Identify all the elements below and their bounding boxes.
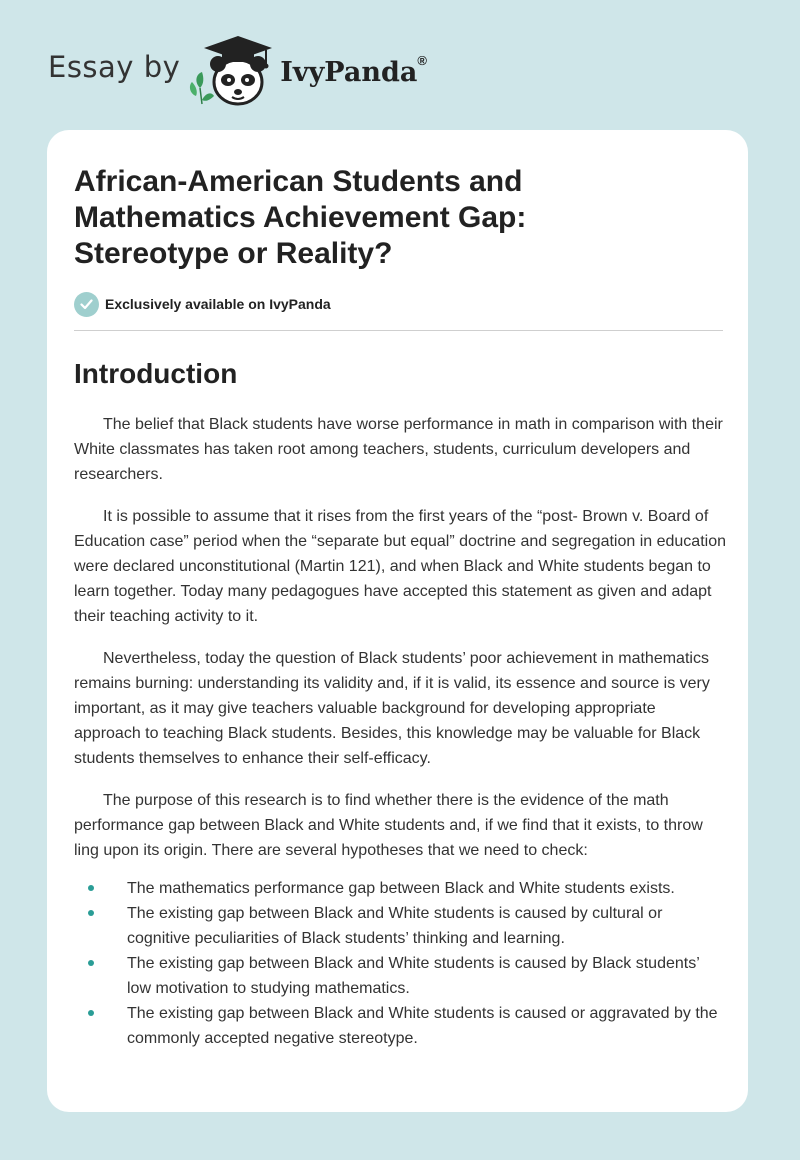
panda-graduate-icon <box>186 30 286 110</box>
list-item: The existing gap between Black and White students is caused by Black students’ low motivation to studying mathematics. <box>74 951 726 1001</box>
exclusive-badge <box>74 291 722 317</box>
brand-header <box>48 30 508 110</box>
paragraph: The belief that Black students have worse performance in math in comparison with their White classmates has taken root among teachers, students, curriculum developers and researchers. <box>74 416 723 483</box>
exclusive-label: Exclusively available on IvyPanda <box>105 296 331 312</box>
brand-name: IvyPanda® <box>280 52 427 88</box>
list-item: The mathematics performance gap between Black and White students exists. <box>74 876 726 901</box>
article-body <box>74 412 726 863</box>
list-item: The existing gap between Black and White students is caused by cultural or cognitive peculiarities of Black students’ thinking and learning. <box>74 901 726 951</box>
check-circle-icon <box>74 292 99 317</box>
paragraph: It is possible to assume that it rises from the first years of the “post- Brown v. Board of Education case” period when the “separate but equal” doctrine and segregation in education were declared unconstitutional (Martin 121), and when Black and White students began to learn together. Today many pedagogues have accepted this statement as given and adapt their teaching activity to it. <box>74 508 726 625</box>
article-title: African-American Students and Mathematics Achievement Gap: Stereotype or Reality? <box>74 165 527 270</box>
paragraph: Nevertheless, today the question of Black students’ poor achievement in mathematics remains burning: understanding its validity and, if it is valid, its essence and source is very important, as it may give teachers valuable background for developing appropriate approach to teaching Black students. Besides, this knowledge may be valuable for Black students themselves to enhance their self-efficacy. <box>74 650 710 767</box>
divider <box>74 330 723 331</box>
paragraph: The purpose of this research is to find whether there is the evidence of the math performance gap between Black and White students and, if we find that it exists, to throw ling upon its origin. There are several hypotheses that we need to check: <box>74 792 703 859</box>
article-card <box>47 130 748 1112</box>
hypotheses-list <box>74 876 722 1051</box>
brand-prefix: Essay by <box>48 50 181 84</box>
section-heading: Introduction <box>74 358 238 389</box>
list-item: The existing gap between Black and White students is caused or aggravated by the commonly accepted negative stereotype. <box>74 1001 726 1051</box>
